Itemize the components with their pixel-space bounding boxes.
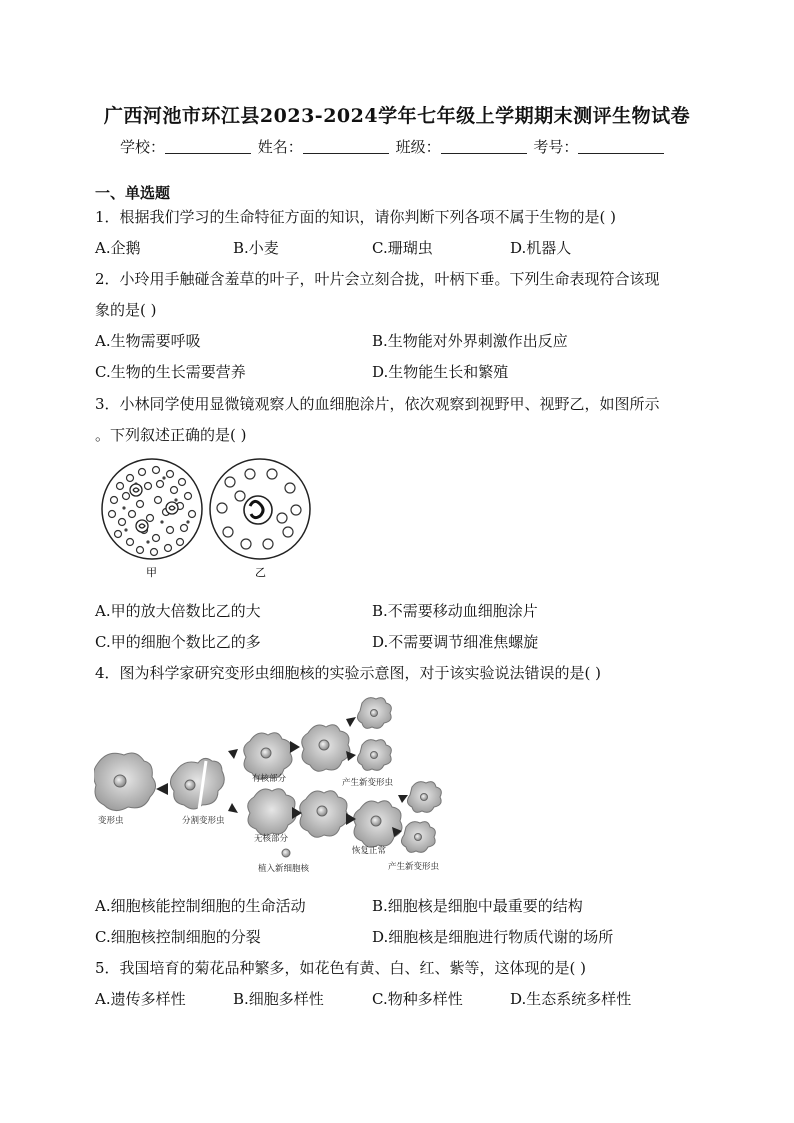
student-info bbox=[120, 136, 680, 157]
fig-label-yi: 乙 bbox=[255, 566, 266, 579]
q4-option-d[interactable]: D.细胞核是细胞进行物质代谢的场所 bbox=[372, 928, 614, 946]
new-amoeba-top-1 bbox=[357, 698, 391, 729]
school-blank[interactable] bbox=[165, 139, 251, 154]
q5-option-c[interactable]: C.物种多样性 bbox=[372, 990, 463, 1008]
q3-option-d[interactable]: D.不需要调节细准焦螺旋 bbox=[372, 633, 539, 651]
field-jia bbox=[102, 459, 202, 559]
q3-option-b[interactable]: B.不需要移动血细胞涂片 bbox=[372, 602, 538, 620]
q1-option-c[interactable]: C.珊瑚虫 bbox=[372, 239, 433, 257]
q2-option-c[interactable]: C.生物的生长需要营养 bbox=[95, 363, 246, 381]
new-amoeba-bottom-2 bbox=[401, 822, 435, 853]
class-blank[interactable] bbox=[441, 139, 527, 154]
new-amoeba-top-2 bbox=[357, 740, 391, 771]
page-title: 广西河池市环江县2023-2024学年七年级上学期期末测评生物试卷 bbox=[103, 105, 691, 127]
field-yi bbox=[210, 459, 310, 559]
q2-option-b[interactable]: B.生物能对外界刺激作出反应 bbox=[372, 332, 568, 350]
name-blank[interactable] bbox=[303, 139, 389, 154]
q2-stem-line2: 象的是( ) bbox=[95, 301, 157, 319]
q3-microscope-figure bbox=[100, 456, 320, 580]
fig-label-amoeba: 变形虫 bbox=[98, 816, 124, 826]
fig-label-new-amoeba-2: 产生新变形虫 bbox=[388, 862, 440, 872]
fig-label-nucleated: 有核部分 bbox=[252, 774, 287, 784]
class-label: 班级： bbox=[395, 138, 441, 156]
restored-cell bbox=[300, 791, 348, 838]
q2-option-a[interactable]: A.生物需要呼吸 bbox=[95, 332, 201, 350]
implanted-nucleus bbox=[282, 849, 290, 857]
number-label: 考号： bbox=[533, 138, 579, 156]
q1-option-b[interactable]: B.小麦 bbox=[233, 239, 279, 257]
fig-label-divided: 分割变形虫 bbox=[182, 816, 225, 826]
fig-label-jia: 甲 bbox=[146, 566, 157, 579]
fig-label-new-amoeba-1: 产生新变形虫 bbox=[342, 778, 394, 788]
q3-option-c[interactable]: C.甲的细胞个数比乙的多 bbox=[95, 633, 261, 651]
q2-stem-line1: 2．小玲用手触碰含羞草的叶子，叶片会立刻合拢，叶柄下垂。下列生命表现符合该现 bbox=[95, 270, 660, 288]
amoeba-divided bbox=[170, 758, 224, 817]
q4-amoeba-figure bbox=[94, 695, 454, 880]
number-blank[interactable] bbox=[578, 139, 664, 154]
q4-option-a[interactable]: A.细胞核能控制细胞的生命活动 bbox=[95, 897, 306, 915]
school-label: 学校： bbox=[120, 138, 166, 156]
fig-label-restored: 恢复正常 bbox=[352, 846, 387, 856]
fig-label-anucleate: 无核部分 bbox=[254, 834, 289, 844]
section-heading: 一、单选题 bbox=[95, 184, 171, 202]
anucleate-part bbox=[248, 789, 296, 836]
q5-stem: 5．我国培育的菊花品种繁多，如花色有黄、白、红、紫等，这体现的是( ) bbox=[95, 959, 587, 977]
fig-label-implant: 植入新细胞核 bbox=[258, 864, 310, 874]
q3-option-a[interactable]: A.甲的放大倍数比乙的大 bbox=[95, 602, 261, 620]
new-amoeba-bottom-1 bbox=[407, 782, 441, 813]
amoeba-original bbox=[94, 753, 156, 811]
q1-option-a[interactable]: A.企鹅 bbox=[95, 239, 141, 257]
q3-stem-line1: 3．小林同学使用显微镜观察人的血细胞涂片，依次观察到视野甲、视野乙，如图所示 bbox=[95, 395, 660, 413]
q3-stem-line2: 。下列叙述正确的是( ) bbox=[95, 426, 247, 444]
q4-option-b[interactable]: B.细胞核是细胞中最重要的结构 bbox=[372, 897, 583, 915]
regrowing-cell bbox=[354, 801, 402, 848]
q5-option-b[interactable]: B.细胞多样性 bbox=[233, 990, 324, 1008]
q4-option-c[interactable]: C.细胞核控制细胞的分裂 bbox=[95, 928, 261, 946]
q1-option-d[interactable]: D.机器人 bbox=[510, 239, 572, 257]
nucleated-part bbox=[244, 733, 292, 780]
q1-stem: 1．根据我们学习的生命特征方面的知识，请你判断下列各项不属于生物的是( ) bbox=[95, 208, 617, 226]
q2-option-d[interactable]: D.生物能生长和繁殖 bbox=[372, 363, 509, 381]
q5-option-a[interactable]: A.遗传多样性 bbox=[95, 990, 186, 1008]
q4-stem: 4．图为科学家研究变形虫细胞核的实验示意图，对于该实验说法错误的是( ) bbox=[95, 664, 602, 682]
growing-cell bbox=[302, 725, 350, 772]
q5-option-d[interactable]: D.生态系统多样性 bbox=[510, 990, 632, 1008]
name-label: 姓名： bbox=[257, 138, 303, 156]
